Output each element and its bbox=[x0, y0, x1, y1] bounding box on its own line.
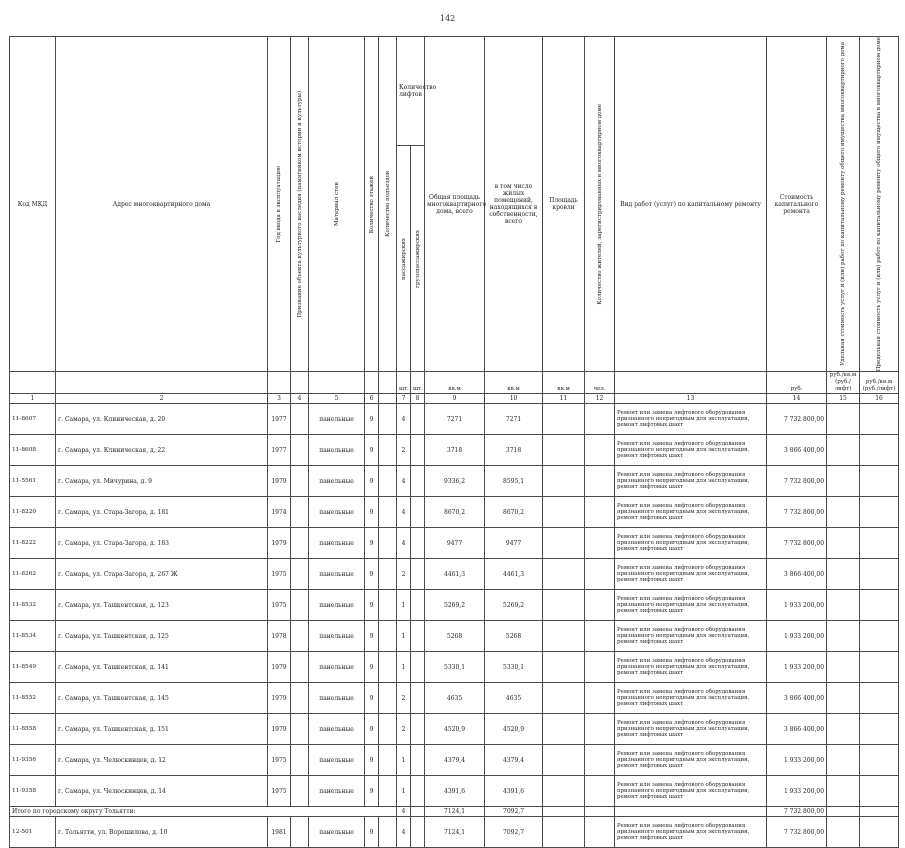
roof-area-cell bbox=[543, 714, 585, 745]
header-work-type: Вид работ (услуг) по капитальному ремонту bbox=[615, 37, 767, 372]
unit-cost-cell bbox=[827, 683, 860, 714]
heritage-cell bbox=[291, 435, 309, 466]
floors-count: 9 bbox=[365, 497, 379, 528]
freight-lifts-cell bbox=[411, 404, 425, 435]
freight-lifts-cell bbox=[411, 559, 425, 590]
repair-cost: 1 933 200,00 bbox=[767, 621, 827, 652]
freight-lifts-cell bbox=[411, 435, 425, 466]
subtotal-cost: 7 732 800,00 bbox=[767, 807, 827, 817]
total-area: 7124,1 bbox=[425, 817, 485, 848]
capital-repair-register-table bbox=[9, 36, 899, 848]
repair-cost: 7 732 800,00 bbox=[767, 497, 827, 528]
floors-count: 9 bbox=[365, 435, 379, 466]
max-cost-cell bbox=[860, 621, 899, 652]
table-row bbox=[10, 590, 899, 621]
table-row bbox=[10, 621, 899, 652]
repair-cost: 3 866 400,00 bbox=[767, 714, 827, 745]
wall-material: панельные bbox=[309, 621, 365, 652]
total-area: 5269,2 bbox=[425, 590, 485, 621]
roof-area-cell bbox=[543, 466, 585, 497]
building-code: 11-8552 bbox=[10, 683, 56, 714]
table-row bbox=[10, 435, 899, 466]
repair-cost: 1 933 200,00 bbox=[767, 652, 827, 683]
units-row: шт. шт. кв.м кв.м кв.м чел. руб. руб./кв.м (руб./лифт) руб./кв.м (руб./лифт) bbox=[10, 372, 899, 394]
living-area: 5269,2 bbox=[485, 590, 543, 621]
repair-cost: 7 732 800,00 bbox=[767, 404, 827, 435]
unit-cost-cell bbox=[827, 590, 860, 621]
entrances-cell bbox=[379, 776, 397, 807]
total-area: 9336,2 bbox=[425, 466, 485, 497]
wall-material: панельные bbox=[309, 404, 365, 435]
year-built: 1975 bbox=[268, 559, 291, 590]
header-address: Адрес многоквартирного дома bbox=[56, 37, 268, 372]
building-code: 11-8608 bbox=[10, 435, 56, 466]
heritage-cell bbox=[291, 621, 309, 652]
building-address: г. Самара, ул. Стара-Загора, д. 267 Ж bbox=[56, 559, 268, 590]
max-cost-cell bbox=[860, 497, 899, 528]
table-row bbox=[10, 776, 899, 807]
residents-cell bbox=[585, 817, 615, 848]
work-type: Ремонт или замена лифтового оборудования признанного непригодным для эксплуатации, ремонт лифтовых шахт bbox=[615, 621, 767, 652]
building-address: г. Самара, ул. Челюскинцев, д. 14 bbox=[56, 776, 268, 807]
max-cost-cell bbox=[860, 466, 899, 497]
building-code: 11-8532 bbox=[10, 590, 56, 621]
living-area: 7092,7 bbox=[485, 817, 543, 848]
roof-area-cell bbox=[543, 683, 585, 714]
empty-cell bbox=[411, 807, 425, 817]
entrances-cell bbox=[379, 590, 397, 621]
total-area: 3718 bbox=[425, 435, 485, 466]
roof-area-cell bbox=[543, 497, 585, 528]
floors-count: 9 bbox=[365, 776, 379, 807]
total-area: 7271 bbox=[425, 404, 485, 435]
year-built: 1979 bbox=[268, 683, 291, 714]
year-built: 1975 bbox=[268, 745, 291, 776]
max-cost-cell bbox=[860, 528, 899, 559]
total-area: 4379,4 bbox=[425, 745, 485, 776]
empty-cell bbox=[585, 807, 615, 817]
living-area: 8595,1 bbox=[485, 466, 543, 497]
heritage-cell bbox=[291, 590, 309, 621]
unit-cost-cell bbox=[827, 745, 860, 776]
unit-cost-cell bbox=[827, 404, 860, 435]
roof-area-cell bbox=[543, 652, 585, 683]
building-address: г. Самара, ул. Ташкентская, д. 125 bbox=[56, 621, 268, 652]
living-area: 4391,6 bbox=[485, 776, 543, 807]
wall-material: панельные bbox=[309, 559, 365, 590]
wall-material: панельные bbox=[309, 652, 365, 683]
freight-lifts-cell bbox=[411, 817, 425, 848]
unit-cost-cell bbox=[827, 776, 860, 807]
passenger-lifts-count: 1 bbox=[397, 745, 411, 776]
header-floors: Количество этажей bbox=[365, 37, 379, 372]
work-type: Ремонт или замена лифтового оборудования признанного непригодным для эксплуатации, ремонт лифтовых шахт bbox=[615, 528, 767, 559]
work-type: Ремонт или замена лифтового оборудования признанного непригодным для эксплуатации, ремонт лифтовых шахт bbox=[615, 714, 767, 745]
total-area: 9477 bbox=[425, 528, 485, 559]
roof-area-cell bbox=[543, 559, 585, 590]
total-area: 4461,3 bbox=[425, 559, 485, 590]
building-address: г. Самара, ул. Стара-Загора, д. 181 bbox=[56, 497, 268, 528]
building-address: г. Самара, ул. Ташкентская, д. 151 bbox=[56, 714, 268, 745]
wall-material: панельные bbox=[309, 466, 365, 497]
freight-lifts-cell bbox=[411, 652, 425, 683]
repair-cost: 7 732 800,00 bbox=[767, 466, 827, 497]
heritage-cell bbox=[291, 745, 309, 776]
column-numbers-row: 1 2 3 4 5 6 7 8 9 10 11 12 13 14 15 16 bbox=[10, 394, 899, 404]
year-built: 1978 bbox=[268, 621, 291, 652]
unit-cost-cell bbox=[827, 466, 860, 497]
passenger-lifts-count: 2 bbox=[397, 714, 411, 745]
header-max-cost: Предельная стоимость услуг и (или) работ по капитальному ремонту общего имущества в многоквартирном доме bbox=[860, 37, 899, 372]
freight-lifts-cell bbox=[411, 621, 425, 652]
entrances-cell bbox=[379, 466, 397, 497]
table-row bbox=[10, 559, 899, 590]
living-area: 4635 bbox=[485, 683, 543, 714]
heritage-cell bbox=[291, 652, 309, 683]
residents-cell bbox=[585, 683, 615, 714]
building-code: 11-8607 bbox=[10, 404, 56, 435]
roof-area-cell bbox=[543, 621, 585, 652]
header-code: Код МКД bbox=[10, 37, 56, 372]
freight-lifts-cell bbox=[411, 528, 425, 559]
table-body bbox=[10, 404, 899, 848]
header-lifts-group: Количество лифтов bbox=[397, 37, 425, 146]
wall-material: панельные bbox=[309, 817, 365, 848]
empty-cell bbox=[543, 807, 585, 817]
header-wall-material: Материал стен bbox=[309, 37, 365, 372]
unit-cost-cell bbox=[827, 621, 860, 652]
building-code: 11-9358 bbox=[10, 776, 56, 807]
building-code: 11-8222 bbox=[10, 528, 56, 559]
freight-lifts-cell bbox=[411, 497, 425, 528]
table-row bbox=[10, 652, 899, 683]
header-passenger-lifts: пассажирских bbox=[397, 145, 411, 372]
unit-cost-cell bbox=[827, 559, 860, 590]
year-built: 1979 bbox=[268, 714, 291, 745]
header-freight-lifts: грузопассажирских bbox=[411, 145, 425, 372]
heritage-cell bbox=[291, 497, 309, 528]
floors-count: 9 bbox=[365, 528, 379, 559]
passenger-lifts-count: 4 bbox=[397, 528, 411, 559]
year-built: 1979 bbox=[268, 466, 291, 497]
freight-lifts-cell bbox=[411, 714, 425, 745]
building-address: г. Самара, ул. Клиническая, д. 22 bbox=[56, 435, 268, 466]
roof-area-cell bbox=[543, 817, 585, 848]
year-built: 1979 bbox=[268, 528, 291, 559]
header-residents: Количество жителей, зарегистрированных в многоквартирном доме bbox=[585, 37, 615, 372]
work-type: Ремонт или замена лифтового оборудования признанного непригодным для эксплуатации, ремонт лифтовых шахт bbox=[615, 559, 767, 590]
total-area: 4520,9 bbox=[425, 714, 485, 745]
entrances-cell bbox=[379, 817, 397, 848]
table-row bbox=[10, 683, 899, 714]
building-code: 11-8220 bbox=[10, 497, 56, 528]
year-built: 1979 bbox=[268, 652, 291, 683]
passenger-lifts-count: 4 bbox=[397, 497, 411, 528]
freight-lifts-cell bbox=[411, 683, 425, 714]
building-address: г. Самара, ул. Клиническая, д. 20 bbox=[56, 404, 268, 435]
passenger-lifts-count: 4 bbox=[397, 404, 411, 435]
living-area: 3718 bbox=[485, 435, 543, 466]
work-type: Ремонт или замена лифтового оборудования признанного непригодным для эксплуатации, ремонт лифтовых шахт bbox=[615, 590, 767, 621]
table-row bbox=[10, 745, 899, 776]
heritage-cell bbox=[291, 404, 309, 435]
freight-lifts-cell bbox=[411, 466, 425, 497]
max-cost-cell bbox=[860, 590, 899, 621]
max-cost-cell bbox=[860, 435, 899, 466]
empty-cell bbox=[860, 807, 899, 817]
heritage-cell bbox=[291, 559, 309, 590]
max-cost-cell bbox=[860, 745, 899, 776]
total-area: 8670,2 bbox=[425, 497, 485, 528]
heritage-cell bbox=[291, 683, 309, 714]
repair-cost: 3 866 400,00 bbox=[767, 435, 827, 466]
unit-cost-cell bbox=[827, 652, 860, 683]
repair-cost: 1 933 200,00 bbox=[767, 776, 827, 807]
living-area: 5330,1 bbox=[485, 652, 543, 683]
header-heritage: Признание объекта культурного наследия (памятником истории и культуры) bbox=[291, 37, 309, 372]
heritage-cell bbox=[291, 714, 309, 745]
wall-material: панельные bbox=[309, 683, 365, 714]
passenger-lifts-count: 1 bbox=[397, 590, 411, 621]
residents-cell bbox=[585, 497, 615, 528]
max-cost-cell bbox=[860, 776, 899, 807]
passenger-lifts-count: 1 bbox=[397, 776, 411, 807]
building-address: г. Самара, ул. Ташкентская, д. 141 bbox=[56, 652, 268, 683]
passenger-lifts-count: 4 bbox=[397, 466, 411, 497]
wall-material: панельные bbox=[309, 435, 365, 466]
residents-cell bbox=[585, 559, 615, 590]
building-code: 12-501 bbox=[10, 817, 56, 848]
passenger-lifts-count: 2 bbox=[397, 559, 411, 590]
passenger-lifts-count: 1 bbox=[397, 621, 411, 652]
heritage-cell bbox=[291, 466, 309, 497]
repair-cost: 7 732 800,00 bbox=[767, 528, 827, 559]
floors-count: 9 bbox=[365, 559, 379, 590]
subtotal-living: 7092,7 bbox=[485, 807, 543, 817]
work-type: Ремонт или замена лифтового оборудования признанного непригодным для эксплуатации, ремонт лифтовых шахт bbox=[615, 745, 767, 776]
work-type: Ремонт или замена лифтового оборудования признанного непригодным для эксплуатации, ремонт лифтовых шахт bbox=[615, 817, 767, 848]
max-cost-cell bbox=[860, 559, 899, 590]
entrances-cell bbox=[379, 559, 397, 590]
header-year: Год ввода в эксплуатацию bbox=[268, 37, 291, 372]
living-area: 7271 bbox=[485, 404, 543, 435]
heritage-cell bbox=[291, 528, 309, 559]
unit-cost-cell bbox=[827, 817, 860, 848]
entrances-cell bbox=[379, 528, 397, 559]
heritage-cell bbox=[291, 817, 309, 848]
freight-lifts-cell bbox=[411, 590, 425, 621]
table-header bbox=[10, 37, 899, 404]
header-roof-area: Площадь кровли bbox=[543, 37, 585, 372]
wall-material: панельные bbox=[309, 714, 365, 745]
passenger-lifts-count: 1 bbox=[397, 652, 411, 683]
building-address: г. Самара, ул. Челюскинцев, д. 12 bbox=[56, 745, 268, 776]
subtotal-label: Итого по городскому округу Тольятти: bbox=[10, 807, 397, 817]
building-address: г. Тольятти, ул. Ворошилова, д. 10 bbox=[56, 817, 268, 848]
year-built: 1975 bbox=[268, 590, 291, 621]
roof-area-cell bbox=[543, 404, 585, 435]
work-type: Ремонт или замена лифтового оборудования признанного непригодным для эксплуатации, ремонт лифтовых шахт bbox=[615, 435, 767, 466]
total-area: 5330,1 bbox=[425, 652, 485, 683]
table-row bbox=[10, 817, 899, 848]
work-type: Ремонт или замена лифтового оборудования признанного непригодным для эксплуатации, ремонт лифтовых шахт bbox=[615, 497, 767, 528]
residents-cell bbox=[585, 590, 615, 621]
building-address: г. Самара, ул. Мичурина, д. 9 bbox=[56, 466, 268, 497]
wall-material: панельные bbox=[309, 745, 365, 776]
building-code: 11-8549 bbox=[10, 652, 56, 683]
year-built: 1974 bbox=[268, 497, 291, 528]
residents-cell bbox=[585, 404, 615, 435]
year-built: 1977 bbox=[268, 404, 291, 435]
building-code: 11-9356 bbox=[10, 745, 56, 776]
living-area: 5268 bbox=[485, 621, 543, 652]
work-type: Ремонт или замена лифтового оборудования признанного непригодным для эксплуатации, ремонт лифтовых шахт bbox=[615, 404, 767, 435]
freight-lifts-cell bbox=[411, 745, 425, 776]
empty-cell bbox=[827, 807, 860, 817]
residents-cell bbox=[585, 714, 615, 745]
table-row bbox=[10, 497, 899, 528]
floors-count: 9 bbox=[365, 404, 379, 435]
heritage-cell bbox=[291, 776, 309, 807]
roof-area-cell bbox=[543, 435, 585, 466]
living-area: 9477 bbox=[485, 528, 543, 559]
residents-cell bbox=[585, 621, 615, 652]
subtotal-area: 7124,1 bbox=[425, 807, 485, 817]
residents-cell bbox=[585, 528, 615, 559]
floors-count: 9 bbox=[365, 745, 379, 776]
building-address: г. Самара, ул. Ташкентская, д. 123 bbox=[56, 590, 268, 621]
residents-cell bbox=[585, 745, 615, 776]
table-row bbox=[10, 466, 899, 497]
entrances-cell bbox=[379, 621, 397, 652]
floors-count: 9 bbox=[365, 714, 379, 745]
building-address: г. Самара, ул. Стара-Загора, д. 183 bbox=[56, 528, 268, 559]
entrances-cell bbox=[379, 745, 397, 776]
unit-cost-cell bbox=[827, 714, 860, 745]
header-unit-cost: Удельная стоимость услуг и (или) работ по капитальному ремонту общего имущества многоквартирного дома bbox=[827, 37, 860, 372]
floors-count: 9 bbox=[365, 683, 379, 714]
unit-cost-cell bbox=[827, 528, 860, 559]
roof-area-cell bbox=[543, 528, 585, 559]
wall-material: панельные bbox=[309, 590, 365, 621]
building-code: 11-8262 bbox=[10, 559, 56, 590]
repair-cost: 1 933 200,00 bbox=[767, 745, 827, 776]
repair-cost: 7 732 800,00 bbox=[767, 817, 827, 848]
residents-cell bbox=[585, 435, 615, 466]
max-cost-cell bbox=[860, 404, 899, 435]
year-built: 1977 bbox=[268, 435, 291, 466]
roof-area-cell bbox=[543, 776, 585, 807]
passenger-lifts-count: 4 bbox=[397, 817, 411, 848]
freight-lifts-cell bbox=[411, 776, 425, 807]
header-total-area: Общая площадь многоквартирного дома, всего bbox=[425, 37, 485, 372]
building-code: 11-8534 bbox=[10, 621, 56, 652]
living-area: 8670,2 bbox=[485, 497, 543, 528]
table-row bbox=[10, 714, 899, 745]
floors-count: 9 bbox=[365, 590, 379, 621]
entrances-cell bbox=[379, 714, 397, 745]
table-row bbox=[10, 404, 899, 435]
residents-cell bbox=[585, 466, 615, 497]
repair-cost: 3 866 400,00 bbox=[767, 559, 827, 590]
entrances-cell bbox=[379, 404, 397, 435]
floors-count: 9 bbox=[365, 621, 379, 652]
subtotal-row bbox=[10, 807, 899, 817]
entrances-cell bbox=[379, 435, 397, 466]
year-built: 1981 bbox=[268, 817, 291, 848]
living-area: 4461,3 bbox=[485, 559, 543, 590]
max-cost-cell bbox=[860, 817, 899, 848]
floors-count: 9 bbox=[365, 652, 379, 683]
unit-cost-cell bbox=[827, 497, 860, 528]
residents-cell bbox=[585, 652, 615, 683]
work-type: Ремонт или замена лифтового оборудования признанного непригодным для эксплуатации, ремонт лифтовых шахт bbox=[615, 683, 767, 714]
work-type: Ремонт или замена лифтового оборудования признанного непригодным для эксплуатации, ремонт лифтовых шахт bbox=[615, 652, 767, 683]
header-entrances: Количество подъездов bbox=[379, 37, 397, 372]
wall-material: панельные bbox=[309, 528, 365, 559]
header-living-area: в том числе жилых помещений, находящихся в собственности, всего bbox=[485, 37, 543, 372]
roof-area-cell bbox=[543, 590, 585, 621]
passenger-lifts-count: 2 bbox=[397, 435, 411, 466]
entrances-cell bbox=[379, 497, 397, 528]
work-type: Ремонт или замена лифтового оборудования признанного непригодным для эксплуатации, ремонт лифтовых шахт bbox=[615, 776, 767, 807]
wall-material: панельные bbox=[309, 497, 365, 528]
entrances-cell bbox=[379, 683, 397, 714]
max-cost-cell bbox=[860, 714, 899, 745]
total-area: 5268 bbox=[425, 621, 485, 652]
table-row bbox=[10, 528, 899, 559]
total-area: 4635 bbox=[425, 683, 485, 714]
building-code: 11-8558 bbox=[10, 714, 56, 745]
empty-cell bbox=[615, 807, 767, 817]
repair-cost: 1 933 200,00 bbox=[767, 590, 827, 621]
unit-cost-cell bbox=[827, 435, 860, 466]
subtotal-lifts: 4 bbox=[397, 807, 411, 817]
work-type: Ремонт или замена лифтового оборудования признанного непригодным для эксплуатации, ремонт лифтовых шахт bbox=[615, 466, 767, 497]
year-built: 1975 bbox=[268, 776, 291, 807]
total-area: 4391,6 bbox=[425, 776, 485, 807]
wall-material: панельные bbox=[309, 776, 365, 807]
living-area: 4520,9 bbox=[485, 714, 543, 745]
roof-area-cell bbox=[543, 745, 585, 776]
max-cost-cell bbox=[860, 683, 899, 714]
entrances-cell bbox=[379, 652, 397, 683]
floors-count: 9 bbox=[365, 817, 379, 848]
repair-cost: 3 866 400,00 bbox=[767, 683, 827, 714]
max-cost-cell bbox=[860, 652, 899, 683]
passenger-lifts-count: 2 bbox=[397, 683, 411, 714]
building-address: г. Самара, ул. Ташкентская, д. 145 bbox=[56, 683, 268, 714]
header-cost: Стоимость капитального ремонта bbox=[767, 37, 827, 372]
building-code: 11-5561 bbox=[10, 466, 56, 497]
floors-count: 9 bbox=[365, 466, 379, 497]
page-number: 142 bbox=[440, 14, 456, 23]
living-area: 4379,4 bbox=[485, 745, 543, 776]
residents-cell bbox=[585, 776, 615, 807]
